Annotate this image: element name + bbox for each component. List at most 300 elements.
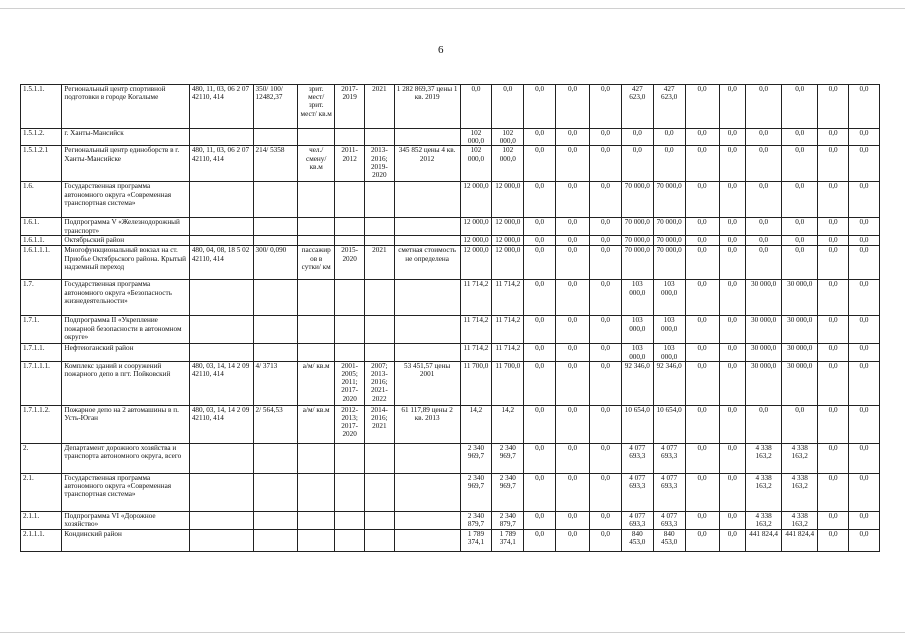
cell-amount-10: 4 338 163,2	[746, 473, 782, 511]
cell-amount-4: 0,0	[556, 405, 590, 443]
cell-budget-classification	[189, 236, 253, 246]
cell-amount-1: 102 000,0	[460, 129, 492, 146]
cell-estimated-cost	[394, 129, 460, 146]
cell-amount-3: 0,0	[524, 85, 556, 129]
table-row	[21, 361, 880, 405]
cell-amount-9: 0,0	[719, 361, 746, 405]
cell-design-years: 2011-2012	[335, 146, 365, 182]
cell-amount-6: 840 453,0	[621, 529, 653, 551]
cell-amount-8: 0,0	[685, 511, 719, 529]
cell-amount-9: 0,0	[719, 129, 746, 146]
cell-amount-8: 0,0	[685, 361, 719, 405]
cell-amount-12: 0,0	[818, 443, 849, 473]
cell-amount-13: 0,0	[849, 405, 880, 443]
cell-design-years: 2017-2019	[335, 85, 365, 129]
cell-amount-2: 1 789 374,1	[492, 529, 524, 551]
cell-construction-years	[364, 443, 394, 473]
cell-amount-2: 11 700,0	[492, 361, 524, 405]
cell-amount-3: 0,0	[524, 511, 556, 529]
table-row	[21, 316, 880, 344]
cell-amount-13: 0,0	[849, 361, 880, 405]
cell-amount-3: 0,0	[524, 473, 556, 511]
cell-code: 1.7.1.1.2.	[21, 405, 62, 443]
cell-amount-12: 0,0	[818, 85, 849, 129]
cell-budget-classification	[189, 443, 253, 473]
cell-name: Подпрограмма V «Железнодорожный транспорт»	[62, 218, 189, 236]
cell-amount-1: 12 000,0	[460, 182, 492, 218]
cell-capacity	[253, 529, 298, 551]
cell-design-years	[335, 218, 365, 236]
cell-capacity-unit: а/м/ кв.м	[298, 405, 335, 443]
table-row	[21, 236, 880, 246]
cell-name: г. Ханты-Мансийск	[62, 129, 189, 146]
cell-amount-1: 12 000,0	[460, 236, 492, 246]
cell-amount-13: 0,0	[849, 344, 880, 361]
cell-amount-4: 0,0	[556, 473, 590, 511]
cell-amount-10: 0,0	[746, 236, 782, 246]
cell-construction-years	[364, 182, 394, 218]
cell-amount-9: 0,0	[719, 344, 746, 361]
cell-amount-13: 0,0	[849, 129, 880, 146]
cell-amount-1: 2 340 879,7	[460, 511, 492, 529]
cell-capacity	[253, 443, 298, 473]
cell-amount-2: 12 000,0	[492, 182, 524, 218]
cell-amount-6: 4 077 693,3	[621, 511, 653, 529]
cell-construction-years	[364, 511, 394, 529]
cell-amount-3: 0,0	[524, 443, 556, 473]
cell-amount-7: 70 000,0	[653, 246, 685, 280]
cell-capacity: 4/ 3713	[253, 361, 298, 405]
cell-amount-7: 0,0	[653, 129, 685, 146]
cell-name: Государственная программа автономного округа «Современная транспортная система»	[62, 473, 189, 511]
cell-amount-3: 0,0	[524, 129, 556, 146]
cell-amount-1: 102 000,0	[460, 146, 492, 182]
cell-amount-3: 0,0	[524, 146, 556, 182]
cell-estimated-cost	[394, 443, 460, 473]
cell-amount-3: 0,0	[524, 529, 556, 551]
cell-estimated-cost: 61 117,89 цены 2 кв. 2013	[394, 405, 460, 443]
cell-estimated-cost: сметная стоимость не определена	[394, 246, 460, 280]
cell-amount-2: 12 000,0	[492, 246, 524, 280]
table-row	[21, 511, 880, 529]
cell-amount-6: 0,0	[621, 129, 653, 146]
cell-capacity-unit	[298, 316, 335, 344]
cell-amount-8: 0,0	[685, 129, 719, 146]
cell-code: 1.6.1.	[21, 218, 62, 236]
cell-estimated-cost	[394, 529, 460, 551]
cell-amount-1: 14,2	[460, 405, 492, 443]
scan-edge-bottom	[0, 632, 905, 633]
cell-amount-1: 11 700,0	[460, 361, 492, 405]
table-row	[21, 280, 880, 316]
cell-amount-3: 0,0	[524, 182, 556, 218]
cell-design-years: 2012-2013; 2017-2020	[335, 405, 365, 443]
cell-design-years: 2001-2005; 2011; 2017-2020	[335, 361, 365, 405]
cell-construction-years: 2014-2016; 2021	[364, 405, 394, 443]
cell-capacity	[253, 473, 298, 511]
cell-amount-12: 0,0	[818, 529, 849, 551]
cell-construction-years	[364, 316, 394, 344]
cell-amount-9: 0,0	[719, 405, 746, 443]
cell-amount-12: 0,0	[818, 218, 849, 236]
cell-capacity-unit: чел./ смену/ кв.м	[298, 146, 335, 182]
cell-amount-3: 0,0	[524, 361, 556, 405]
cell-amount-12: 0,0	[818, 182, 849, 218]
cell-amount-9: 0,0	[719, 443, 746, 473]
cell-amount-5: 0,0	[590, 405, 622, 443]
cell-amount-11: 4 338 163,2	[782, 443, 818, 473]
cell-capacity-unit	[298, 529, 335, 551]
cell-construction-years	[364, 344, 394, 361]
cell-estimated-cost	[394, 280, 460, 316]
cell-amount-10: 30 000,0	[746, 280, 782, 316]
cell-name: Подпрограмма VI «Дорожное хозяйство»	[62, 511, 189, 529]
cell-amount-2: 14,2	[492, 405, 524, 443]
cell-amount-5: 0,0	[590, 182, 622, 218]
cell-amount-4: 0,0	[556, 146, 590, 182]
cell-amount-12: 0,0	[818, 344, 849, 361]
cell-amount-10: 0,0	[746, 85, 782, 129]
cell-amount-2: 11 714,2	[492, 316, 524, 344]
cell-capacity-unit: пассажиров в сутки/ км	[298, 246, 335, 280]
cell-construction-years: 2007; 2013-2016; 2021-2022	[364, 361, 394, 405]
cell-amount-6: 103 000,0	[621, 280, 653, 316]
cell-amount-4: 0,0	[556, 236, 590, 246]
cell-amount-7: 4 077 693,3	[653, 443, 685, 473]
cell-amount-8: 0,0	[685, 316, 719, 344]
cell-amount-1: 1 789 374,1	[460, 529, 492, 551]
cell-budget-classification	[189, 529, 253, 551]
cell-budget-classification: 480, 03, 14, 14 2 09 42110, 414	[189, 405, 253, 443]
cell-amount-11: 0,0	[782, 405, 818, 443]
cell-capacity-unit	[298, 280, 335, 316]
cell-amount-9: 0,0	[719, 182, 746, 218]
cell-amount-11: 0,0	[782, 182, 818, 218]
cell-name: Пожарное депо на 2 автомашины в п. Усть-Юган	[62, 405, 189, 443]
cell-amount-11: 0,0	[782, 236, 818, 246]
cell-capacity	[253, 129, 298, 146]
cell-amount-5: 0,0	[590, 146, 622, 182]
cell-amount-9: 0,0	[719, 473, 746, 511]
cell-amount-13: 0,0	[849, 218, 880, 236]
cell-estimated-cost: 345 852 цены 4 кв. 2012	[394, 146, 460, 182]
cell-design-years	[335, 443, 365, 473]
cell-amount-4: 0,0	[556, 344, 590, 361]
cell-amount-11: 30 000,0	[782, 344, 818, 361]
cell-construction-years	[364, 280, 394, 316]
cell-capacity-unit	[298, 129, 335, 146]
cell-amount-4: 0,0	[556, 129, 590, 146]
cell-amount-10: 0,0	[746, 405, 782, 443]
cell-amount-3: 0,0	[524, 280, 556, 316]
cell-amount-2: 12 000,0	[492, 236, 524, 246]
cell-code: 1.7.1.1.1.	[21, 361, 62, 405]
cell-amount-8: 0,0	[685, 182, 719, 218]
cell-capacity	[253, 236, 298, 246]
cell-capacity	[253, 511, 298, 529]
cell-amount-7: 92 346,0	[653, 361, 685, 405]
cell-amount-11: 0,0	[782, 218, 818, 236]
table-row	[21, 443, 880, 473]
cell-amount-8: 0,0	[685, 473, 719, 511]
cell-design-years	[335, 473, 365, 511]
cell-amount-9: 0,0	[719, 218, 746, 236]
table-row	[21, 218, 880, 236]
cell-amount-5: 0,0	[590, 473, 622, 511]
cell-capacity-unit	[298, 236, 335, 246]
cell-amount-9: 0,0	[719, 529, 746, 551]
cell-amount-2: 102 000,0	[492, 146, 524, 182]
cell-budget-classification: 480, 11, 03, 06 2 07 42110, 414	[189, 146, 253, 182]
cell-amount-8: 0,0	[685, 218, 719, 236]
cell-amount-6: 70 000,0	[621, 182, 653, 218]
cell-amount-1: 0,0	[460, 85, 492, 129]
table-row	[21, 85, 880, 129]
table-row	[21, 344, 880, 361]
cell-name: Кондинский район	[62, 529, 189, 551]
table-row	[21, 182, 880, 218]
cell-capacity-unit: а/м/ кв.м	[298, 361, 335, 405]
cell-name: Региональный центр спортивной подготовки в городе Когалыме	[62, 85, 189, 129]
construction-objects-table	[20, 84, 880, 552]
cell-budget-classification: 480, 04, 08, 18 5 02 42110, 414	[189, 246, 253, 280]
cell-amount-10: 0,0	[746, 246, 782, 280]
cell-amount-11: 0,0	[782, 246, 818, 280]
page-number: 6	[438, 44, 444, 56]
cell-amount-12: 0,0	[818, 511, 849, 529]
cell-amount-8: 0,0	[685, 146, 719, 182]
cell-amount-12: 0,0	[818, 246, 849, 280]
cell-construction-years: 2021	[364, 246, 394, 280]
cell-amount-6: 70 000,0	[621, 218, 653, 236]
cell-amount-5: 0,0	[590, 511, 622, 529]
cell-amount-8: 0,0	[685, 85, 719, 129]
table-row	[21, 129, 880, 146]
cell-amount-4: 0,0	[556, 511, 590, 529]
cell-amount-2: 12 000,0	[492, 218, 524, 236]
cell-amount-10: 30 000,0	[746, 344, 782, 361]
cell-estimated-cost	[394, 344, 460, 361]
cell-design-years	[335, 182, 365, 218]
cell-amount-10: 4 338 163,2	[746, 443, 782, 473]
cell-amount-10: 0,0	[746, 129, 782, 146]
cell-estimated-cost: 53 451,57 цены 2001	[394, 361, 460, 405]
cell-construction-years: 2021	[364, 85, 394, 129]
cell-design-years	[335, 344, 365, 361]
cell-amount-7: 10 654,0	[653, 405, 685, 443]
cell-amount-2: 102 000,0	[492, 129, 524, 146]
cell-amount-6: 103 000,0	[621, 316, 653, 344]
cell-code: 2.	[21, 443, 62, 473]
cell-amount-7: 0,0	[653, 146, 685, 182]
cell-amount-3: 0,0	[524, 344, 556, 361]
cell-amount-7: 103 000,0	[653, 344, 685, 361]
cell-amount-13: 0,0	[849, 236, 880, 246]
cell-code: 1.5.1.2.	[21, 129, 62, 146]
table-row	[21, 146, 880, 182]
cell-amount-7: 4 077 693,3	[653, 473, 685, 511]
cell-estimated-cost	[394, 182, 460, 218]
cell-amount-13: 0,0	[849, 85, 880, 129]
cell-design-years	[335, 529, 365, 551]
cell-amount-2: 2 340 969,7	[492, 473, 524, 511]
cell-amount-12: 0,0	[818, 361, 849, 405]
cell-design-years: 2015-2020	[335, 246, 365, 280]
table-row	[21, 529, 880, 551]
cell-name: Нефтеюганский район	[62, 344, 189, 361]
cell-construction-years	[364, 218, 394, 236]
cell-amount-13: 0,0	[849, 316, 880, 344]
cell-amount-11: 30 000,0	[782, 361, 818, 405]
cell-amount-1: 11 714,2	[460, 316, 492, 344]
cell-amount-4: 0,0	[556, 218, 590, 236]
cell-budget-classification	[189, 218, 253, 236]
cell-amount-10: 441 824,4	[746, 529, 782, 551]
cell-amount-10: 4 338 163,2	[746, 511, 782, 529]
cell-name: Государственная программа автономного округа «Современная транспортная система»	[62, 182, 189, 218]
cell-amount-11: 0,0	[782, 129, 818, 146]
cell-amount-8: 0,0	[685, 344, 719, 361]
cell-amount-4: 0,0	[556, 246, 590, 280]
cell-budget-classification	[189, 316, 253, 344]
cell-name: Региональный центр единоборств в г. Ханты-Мансийске	[62, 146, 189, 182]
cell-amount-6: 4 077 693,3	[621, 473, 653, 511]
cell-construction-years	[364, 473, 394, 511]
cell-amount-1: 12 000,0	[460, 246, 492, 280]
cell-amount-13: 0,0	[849, 146, 880, 182]
cell-capacity	[253, 316, 298, 344]
cell-amount-8: 0,0	[685, 443, 719, 473]
cell-budget-classification: 480, 03, 14, 14 2 09 42110, 414	[189, 361, 253, 405]
cell-capacity-unit	[298, 511, 335, 529]
cell-capacity: 300/ 0,090	[253, 246, 298, 280]
cell-name: Государственная программа автономного округа «Безопасность жизнедеятельности»	[62, 280, 189, 316]
cell-amount-7: 70 000,0	[653, 218, 685, 236]
cell-amount-8: 0,0	[685, 405, 719, 443]
cell-amount-13: 0,0	[849, 246, 880, 280]
cell-amount-12: 0,0	[818, 129, 849, 146]
cell-amount-5: 0,0	[590, 344, 622, 361]
cell-code: 1.6.1.1.1.	[21, 246, 62, 280]
cell-amount-2: 11 714,2	[492, 280, 524, 316]
cell-code: 1.6.	[21, 182, 62, 218]
cell-amount-6: 70 000,0	[621, 246, 653, 280]
cell-amount-9: 0,0	[719, 280, 746, 316]
cell-amount-12: 0,0	[818, 236, 849, 246]
cell-amount-4: 0,0	[556, 182, 590, 218]
cell-construction-years: 2013-2016; 2019-2020	[364, 146, 394, 182]
cell-amount-5: 0,0	[590, 316, 622, 344]
cell-amount-4: 0,0	[556, 529, 590, 551]
cell-amount-6: 70 000,0	[621, 236, 653, 246]
cell-amount-5: 0,0	[590, 129, 622, 146]
cell-amount-1: 11 714,2	[460, 280, 492, 316]
cell-amount-9: 0,0	[719, 511, 746, 529]
cell-design-years	[335, 511, 365, 529]
cell-capacity	[253, 182, 298, 218]
cell-amount-6: 103 000,0	[621, 344, 653, 361]
cell-name: Многофункциональный вокзал на ст. Приобье Октябрьского района. Крытый надземный переход	[62, 246, 189, 280]
cell-amount-10: 0,0	[746, 182, 782, 218]
cell-amount-8: 0,0	[685, 280, 719, 316]
cell-amount-5: 0,0	[590, 443, 622, 473]
cell-amount-9: 0,0	[719, 236, 746, 246]
cell-amount-5: 0,0	[590, 361, 622, 405]
cell-code: 1.6.1.1.	[21, 236, 62, 246]
cell-amount-3: 0,0	[524, 218, 556, 236]
cell-amount-9: 0,0	[719, 316, 746, 344]
cell-amount-4: 0,0	[556, 443, 590, 473]
cell-code: 2.1.1.	[21, 511, 62, 529]
cell-amount-13: 0,0	[849, 511, 880, 529]
cell-budget-classification: 480, 11, 03, 06 2 07 42110, 414	[189, 85, 253, 129]
cell-amount-6: 427 623,0	[621, 85, 653, 129]
cell-code: 1.7.1.	[21, 316, 62, 344]
cell-amount-5: 0,0	[590, 246, 622, 280]
cell-code: 1.7.	[21, 280, 62, 316]
cell-design-years	[335, 316, 365, 344]
cell-budget-classification	[189, 129, 253, 146]
cell-code: 1.5.1.2.1	[21, 146, 62, 182]
cell-capacity-unit	[298, 344, 335, 361]
cell-construction-years	[364, 236, 394, 246]
cell-capacity-unit	[298, 182, 335, 218]
cell-design-years	[335, 129, 365, 146]
cell-amount-6: 4 077 693,3	[621, 443, 653, 473]
cell-amount-12: 0,0	[818, 405, 849, 443]
cell-amount-11: 0,0	[782, 146, 818, 182]
cell-amount-9: 0,0	[719, 85, 746, 129]
cell-code: 1.5.1.1.	[21, 85, 62, 129]
cell-amount-6: 92 346,0	[621, 361, 653, 405]
cell-amount-7: 840 453,0	[653, 529, 685, 551]
cell-amount-7: 4 077 693,3	[653, 511, 685, 529]
cell-amount-4: 0,0	[556, 361, 590, 405]
cell-amount-10: 0,0	[746, 218, 782, 236]
cell-amount-6: 10 654,0	[621, 405, 653, 443]
scan-edge-top	[0, 8, 905, 9]
cell-capacity: 2/ 564,53	[253, 405, 298, 443]
cell-amount-12: 0,0	[818, 280, 849, 316]
cell-amount-11: 0,0	[782, 85, 818, 129]
cell-amount-10: 30 000,0	[746, 316, 782, 344]
cell-amount-13: 0,0	[849, 280, 880, 316]
cell-amount-13: 0,0	[849, 529, 880, 551]
cell-amount-11: 30 000,0	[782, 280, 818, 316]
cell-amount-5: 0,0	[590, 280, 622, 316]
cell-amount-8: 0,0	[685, 236, 719, 246]
cell-amount-12: 0,0	[818, 146, 849, 182]
cell-amount-2: 2 340 969,7	[492, 443, 524, 473]
cell-amount-13: 0,0	[849, 443, 880, 473]
cell-amount-2: 0,0	[492, 85, 524, 129]
cell-amount-3: 0,0	[524, 236, 556, 246]
cell-amount-12: 0,0	[818, 473, 849, 511]
cell-construction-years	[364, 129, 394, 146]
cell-amount-9: 0,0	[719, 146, 746, 182]
cell-estimated-cost	[394, 316, 460, 344]
cell-amount-7: 70 000,0	[653, 236, 685, 246]
cell-amount-2: 11 714,2	[492, 344, 524, 361]
cell-estimated-cost	[394, 473, 460, 511]
cell-amount-10: 30 000,0	[746, 361, 782, 405]
cell-amount-2: 2 340 879,7	[492, 511, 524, 529]
cell-amount-13: 0,0	[849, 182, 880, 218]
cell-amount-7: 103 000,0	[653, 280, 685, 316]
cell-code: 2.1.	[21, 473, 62, 511]
cell-amount-7: 70 000,0	[653, 182, 685, 218]
cell-capacity	[253, 280, 298, 316]
